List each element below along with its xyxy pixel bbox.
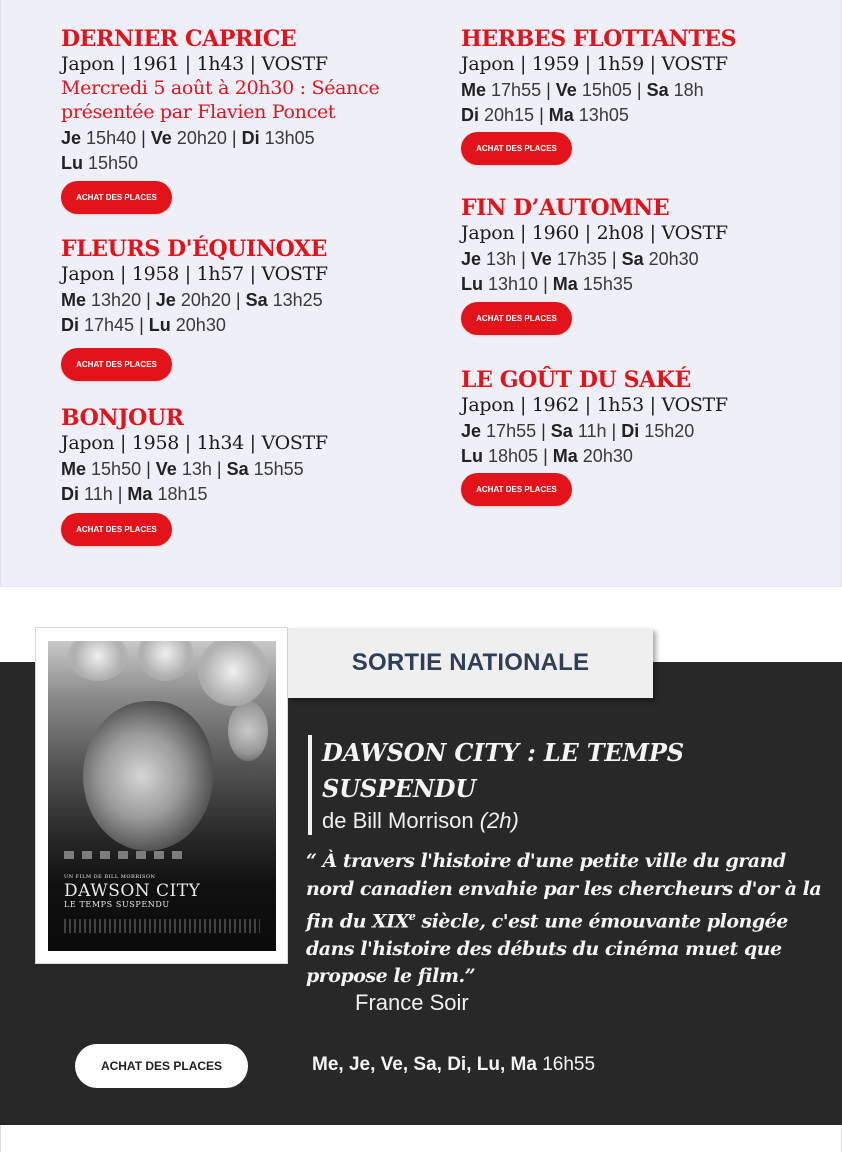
- schedule-line: Di 11h | Ma 18h15: [61, 484, 208, 504]
- press-quote: “ À travers l'histoire d'une petite ville du grand nord canadien envahie par les chercheurs d'or à la fin du XIXe siècle, c'est une émouvante plongée dans l'histoire des débuts du cinéma muet que propose le film.”: [306, 850, 822, 988]
- film-meta: Japon | 1961 | 1h43 | VOSTF: [61, 53, 328, 75]
- schedule-line: Lu 18h05 | Ma 20h30: [461, 446, 633, 466]
- schedule-line: Lu 15h50: [61, 153, 139, 173]
- schedule-line: Je 17h55 | Sa 11h | Di 15h20: [461, 421, 695, 441]
- film-meta: Japon | 1958 | 1h57 | VOSTF: [61, 263, 328, 285]
- buy-tickets-button[interactable]: ACHAT DES PLACES: [61, 181, 172, 214]
- film-note: Mercredi 5 août à 20h30 : Séance présentée par Flavien Poncet: [61, 77, 380, 123]
- buy-tickets-button[interactable]: ACHAT DES PLACES: [61, 513, 172, 546]
- footer-spacer: [0, 1125, 842, 1152]
- poster-festival-logos: [64, 851, 184, 859]
- schedule-line: Me 17h55 | Ve 15h05 | Sa 18h: [461, 80, 704, 100]
- film-title: LE GOÛT DU SAKÉ: [461, 367, 691, 393]
- national-release-banner: [288, 628, 653, 698]
- buy-tickets-button[interactable]: ACHAT DES PLACES: [61, 348, 172, 381]
- buy-tickets-button[interactable]: ACHAT DES PLACES: [461, 473, 572, 506]
- poster-credit: UN FILM DE BILL MORRISON: [64, 874, 156, 880]
- schedule-line: Je 13h | Ve 17h35 | Sa 20h30: [461, 249, 699, 269]
- banner-label: SORTIE NATIONALE: [351, 649, 590, 676]
- schedule-line: Me 15h50 | Ve 13h | Sa 15h55: [61, 459, 304, 479]
- schedule-line: Di 17h45 | Lu 20h30: [61, 315, 226, 335]
- buy-tickets-button-dawson[interactable]: ACHAT DES PLACES: [75, 1044, 248, 1088]
- buy-tickets-button[interactable]: ACHAT DES PLACES: [461, 302, 572, 335]
- poster-subtitle: LE TEMPS SUSPENDU: [64, 900, 170, 909]
- schedule-line: Je 15h40 | Ve 20h20 | Di 13h05: [61, 128, 315, 148]
- film-poster: [48, 641, 276, 951]
- feature-title: DAWSON CITY : LE TEMPS SUSPENDU: [322, 738, 684, 803]
- film-bonjour: [61, 405, 441, 546]
- poster-face-image: [83, 701, 213, 851]
- film-meta: Japon | 1960 | 2h08 | VOSTF: [461, 222, 728, 244]
- film-fleurs-d-equinoxe: [61, 236, 441, 381]
- film-title: FIN D’AUTOMNE: [461, 195, 670, 221]
- poster-frame[interactable]: [35, 627, 288, 964]
- schedule-line: Lu 13h10 | Ma 15h35: [461, 274, 633, 294]
- film-title: BONJOUR: [61, 405, 184, 431]
- film-herbes-flottantes: [461, 26, 841, 165]
- feature-heading: [308, 735, 828, 835]
- film-le-gout-du-sake: [461, 367, 841, 506]
- buy-tickets-button[interactable]: ACHAT DES PLACES: [461, 132, 572, 165]
- feature-duration: (2h): [479, 808, 519, 833]
- film-meta: Japon | 1958 | 1h34 | VOSTF: [61, 432, 328, 454]
- poster-title: DAWSON CITY: [64, 881, 201, 901]
- film-meta: Japon | 1959 | 1h59 | VOSTF: [461, 53, 728, 75]
- film-title: DERNIER CAPRICE: [61, 26, 297, 52]
- film-fin-d-automne: [461, 195, 841, 335]
- film-meta: Japon | 1962 | 1h53 | VOSTF: [461, 394, 728, 416]
- schedule-line: Di 20h15 | Ma 13h05: [461, 105, 629, 125]
- film-title: HERBES FLOTTANTES: [461, 26, 737, 52]
- quote-source: France Soir: [355, 990, 469, 1015]
- schedule-line: Me 13h20 | Je 20h20 | Sa 13h25: [61, 290, 323, 310]
- dawson-schedule: Me, Je, Ve, Sa, Di, Lu, Ma 16h55: [312, 1054, 596, 1075]
- poster-fine-print: [64, 919, 260, 933]
- feature-director: de Bill Morrison (2h): [322, 808, 519, 833]
- film-dernier-caprice: [61, 26, 441, 214]
- film-title: FLEURS D'ÉQUINOXE: [61, 236, 328, 262]
